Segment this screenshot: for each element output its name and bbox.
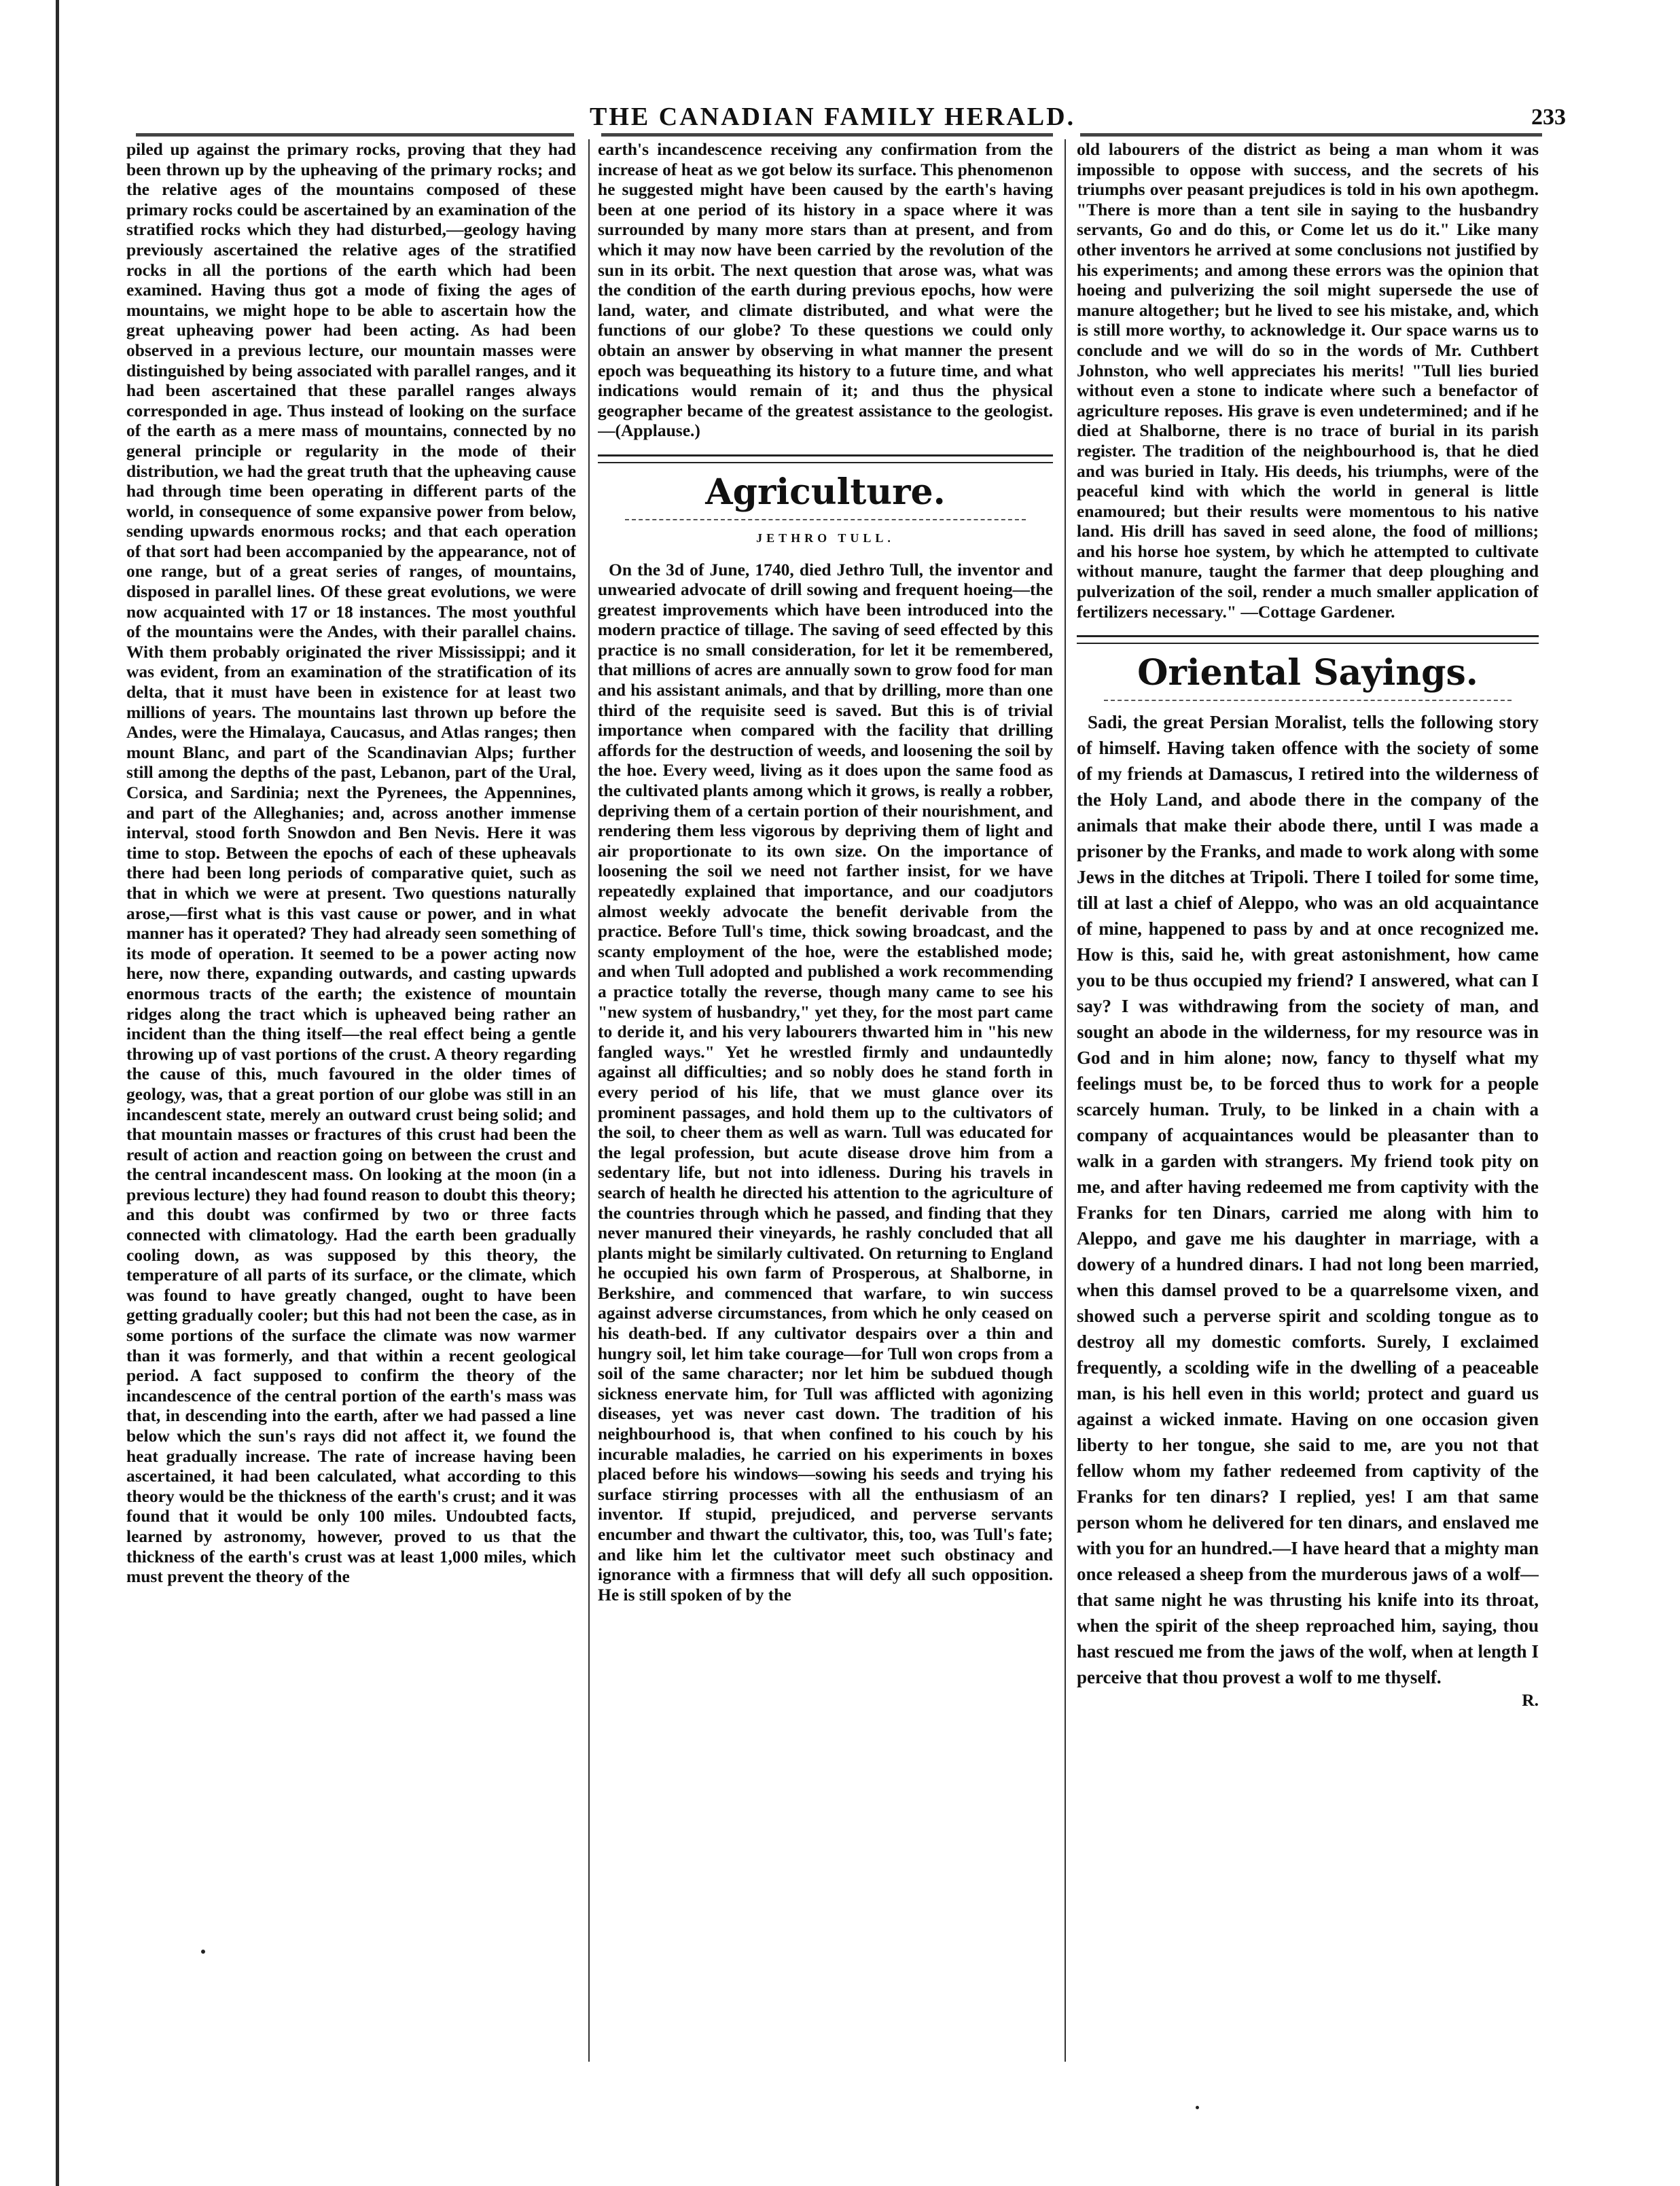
article-subtitle: JETHRO TULL. [756, 531, 895, 545]
section-separator [1077, 635, 1539, 644]
page-header-title: THE CANADIAN FAMILY HERALD. [590, 103, 1076, 131]
page-binding-edge [56, 0, 59, 2186]
geology-lecture-conclusion: earth's incandescence receiving any confirmation from the increase of heat as we got below its surface. This phenomenon he suggested might have been caused by the earth's having been at one period of its history in a space where it was surrounded by many more stars than at present, and from which it may now have been carried by the revolution of the sun in its orbit. The next question that arose was, what was the condition of the earth during previous epochs, how were land, water, and climate distributed, and what were the functions of our globe? To these questions we could only obtain an answer by observing in what manner the present epoch was bequeathing its history to a future time, and what indications would remain of it; and thus the physical geographer became of the greatest assistance to the geologist.—(Applause.) [598, 139, 1053, 441]
top-rule-right [1080, 133, 1542, 137]
agriculture-article-paragraph: On the 3d of June, 1740, died Jethro Tull, the inventor and unwearied advocate of drill sowing and frequent hoeing—the greatest improvements which have been introduced into the modern practice of tillage. The saving of seed effected by this practice is no small consideration, for let it be remembered, that millions of acres are annually sown to grow food for man and his assistant animals, and that by drilling, more than one third of the requisite seed is saved. But this is of trivial importance when compared with the facility that drilling affords for the destruction of weeds, and loosening the soil by the hoe. Every weed, living as it does upon the same food as the cultivated plants among which it grows, is really a robber, depriving them of a certain portion of their nourishment, and rendering them less vigorous by depriving them of light and air proportionate to its own size. On the importance of loosening the soil we need not farther insist, for we have repeatedly explained that importance, and our coadjutors almost weekly advocate the benefit derivable from the practice. Before Tull's time, thick sowing broadcast, and the scanty employment of the hoe, were the established mode; and when Tull adopted and published a work recommending a practice totally the reverse, though many came to see his "new system of husbandry," yet they, for the most part came to deride it, and his very labourers thwarted him in "his new fangled ways." Yet he wrestled firmly and undauntedly against all difficulties; and so nobly does he stand forth in every period of his life, that we must glance over its prominent passages, and hold them up to the cultivators of the soil, to cheer them as well as warn. Tull was educated for the legal profession, but acute disease drove him from a sedentary life, but not into idleness. During his travels in search of health he directed his attention to the agriculture of the countries through which he passed, and finding that they never manured their vineyards, he rashly concluded that all plants might be similarly cultivated. On returning to England he occupied his own farm of Prosperous, at Shalborne, in Berkshire, and commenced that warfare, to win success against adverse circumstances, from which he only ceased on his death-bed. If any cultivator despairs over a thin and hungry soil, let him take courage—for Tull won crops from a soil of the same character; nor let him be subdued though sickness enervate him, for Tull was afflicted with agonizing diseases, yet was never cast down. The tradition of his neighbourhood is, that when confined to his couch by his incurable maladies, he carried on his experiments in boxes placed before his windows—sowing his seeds and trying his surface stirring processes with all the enthusiasm of an inventor. If stupid, prejudiced, and perverse servants encumber and thwart the cultivator, this, too, was Tull's fate; and like him let the cultivator meet such obstinacy and ignorance with a firmness that will defy all such opposition. He is still spoken of by the [598, 559, 1053, 1605]
print-speck [201, 1950, 205, 1954]
section-title-rule [1104, 700, 1512, 701]
column-2 [598, 139, 1053, 2048]
oriental-saying-paragraph: Sadi, the great Persian Moralist, tells the following story of himself. Having taken offence with the society of some of my friends at Damascus, I retired into the wilderness of the Holy Land, and abode there in the company of the animals that make their abode there, until I was made a prisoner by the Franks, and made to work along with some Jews in the ditches at Tripoli. There I toiled for some time, till at last a chief of Aleppo, who was an old acquaintance of mine, happened to pass by and at once recognized me. How is this, said he, with great astonishment, how came you to be thus occupied my friend? I answered, what can I say? I was withdrawing from the society of man, and sought an abode in the wilderness, for my resource was in God and in him alone; now, fancy to thyself what my feelings must be, to be forced thus to work for a people scarcely human. Truly, to be linked in a chain with a company of acquaintances would be pleasanter than to walk in a garden with strangers. My friend took pity on me, and after having redeemed me from captivity with the Franks for ten Dinars, carried me along with him to Aleppo, and gave me his daughter in marriage, with a dowery of a hundred dinars. I had not long been married, when this damsel proved to be a quarrelsome vixen, and showed such a perverse spirit and scolding tongue as to destroy all my domestic comforts. Surely, I exclaimed frequently, a scolding wife in the dwelling of a peaceable man, is his hell even in this world; protect and guard us against a wicked inmate. Having on one occasion given liberty to her tongue, she said to me, are you not that fellow whom my father redeemed from captivity of the Franks for ten dinars? I replied, yes! I am that same person whom he delivered for ten dinars, and enslaved me with you for an hundred.—I have heard that a mighty man once released a sheep from the murderous jaws of a wolf—that same night he was thrusting his knife into its throat, when the spirit of the sheep reproached him, saying, thou hast rescued me from the jaws of the wolf, when at length I perceive that thou provest a wolf to me thyself. [1077, 712, 1539, 1688]
agriculture-article-continuation: old labourers of the district as being a man whom it was impossible to oppose with success, and the secrets of his triumphs over peasant prejudices is told in his own apothegm. "There is more than a tent sile in saying to the husbandry servants, Go and do this, or Come let us do it." Like many other inventors he arrived at some conclusions not justified by his experiments; and among these errors was the opinion that hoeing and pulverizing the soil might supersede the use of manure altogether; but he lived to see his mistake, and, which is still more worthy, to acknowledge it. Our space warns us to conclude and we will do so in the words of Mr. Cuthbert Johnston, who well appreciates his merits! "Tull lies buried without even a stone to indicate where such a benefactor of agriculture reposes. His grave is even undetermined; and if he died at Shalborne, there is no trace of burial in its parish register. The tradition of the neighbourhood is, that he died and was buried in Italy. His deeds, his triumphs, were of the peaceful kind with which the world in general is little enamoured; but their results were momentous to his native land. His drill has saved in seed alone, the food of millions; and his horse hoe system, by which he attempted to cultivate without manure, taught the farmer that deep ploughing and pulverization of the soil, render a much smaller application of fertilizers necessary." —Cottage Gardener. [1077, 139, 1539, 622]
top-rule-center [601, 133, 1053, 137]
column-divider-left [588, 139, 590, 2062]
author-signoff: R. [1522, 1690, 1539, 1710]
print-speck [1196, 2106, 1199, 2109]
section-title-oriental-sayings: Oriental Sayings. [1137, 652, 1478, 694]
section-title-agriculture: Agriculture. [705, 471, 946, 513]
page-number: 233 [1531, 105, 1566, 130]
column-1 [126, 139, 576, 2055]
column-divider-right [1065, 139, 1066, 2062]
section-separator [598, 454, 1053, 463]
geology-lecture-paragraph: piled up against the primary rocks, proving that they had been thrown up by the upheaving of the primary rocks; and the relative ages of the mountains composed of these primary rocks could be ascertained by an examination of the stratified rocks which they had disturbed,—geology having previously ascertained the relative ages of the stratified rocks in all the portions of the earth which had been examined. Having thus got a mode of fixing the ages of mountains, we might hope to be able to ascertain how the great upheaving power had been acting. As had been observed in a previous lecture, our mountain masses were distinguished by being associated with parallel ranges, and it had been ascertained that these parallel ranges always corresponded in age. Thus instead of looking on the surface of the earth as a mere mass of mountains, connected by no general principle or regularity in the mode of their distribution, we had the great truth that the upheaving cause had through time been operating in different parts of the world, in consequence of some expansive power from below, sending upwards enormous rocks; and that each operation of that sort had been accompanied by the appearance, not of one range, but of a great series of ranges, of mountains, disposed in parallel lines. Of these great evolutions, we were now acquainted with 17 or 18 instances. The most youthful of the mountains were the Andes, with their parallel chains. With them probably originated the river Mississippi; and it was evident, from an examination of the stratification of its delta, that it must have been in existence for at least two millions of years. The mountains last thrown up before the Andes, were the Himalaya, Caucasus, and Atlas ranges; then mount Blanc, and part of the Scandinavian Alps; further still among the depths of the past, Lebanon, part of the Ural, Corsica, and Sardinia; next the Pyrenees, the Appennines, and part of the Alleghanies; and, across another immense interval, stood forth Snowdon and Ben Nevis. Here it was time to stop. Between the epochs of each of these upheavals there had been long periods of comparative quiet, such as that in which we were at present. Two questions naturally arose,—first what is this vast cause or power, and in what manner has it operated? They had already seen something of its mode of operation. It seemed to be a power acting now here, now there, expanding outwards, and casting upwards enormous tracts of the earth; the existence of mountain ridges along the tract which is upheaved being rather an incident than the thing itself—the real effect being a gentle throwing up of vast portions of the crust. A theory regarding the cause of this, much favoured in the older times of geology, was, that a great portion of our globe was still in an incandescent state, merely an outward crust being solid; and that mountain masses or fractures of this crust had been the result of action and reaction going on between the crust and the central incandescent mass. On looking at the moon (in a previous lecture) they had found reason to doubt this theory; and this doubt was confirmed by two or three facts connected with climatology. Had the earth been gradually cooling down, as was supposed by this theory, the temperature of all parts of its surface, or the climate, which was found to have greatly changed, ought to have been getting gradually cooler; but this had not been the case, as in some portions of the surface the climate was now warmer than it was formerly, and that within a recent geological period. A fact supposed to confirm the theory of the incandescence of the central portion of the earth's mass was that, in descending into the earth, after we had passed a line below which the sun's rays did not affect it, we found the heat gradually increase. The rate of increase having been ascertained, it had been calculated, what according to this theory would be the thickness of the earth's crust; and it was found that it would be only 100 miles. Undoubted facts, learned by astronomy, however, proved to us that the thickness of the earth's crust was at least 1,000 miles, which must prevent the theory of the [126, 139, 576, 1587]
column-3 [1077, 139, 1539, 2024]
top-rule-left [136, 133, 574, 137]
section-title-rule [625, 519, 1026, 520]
